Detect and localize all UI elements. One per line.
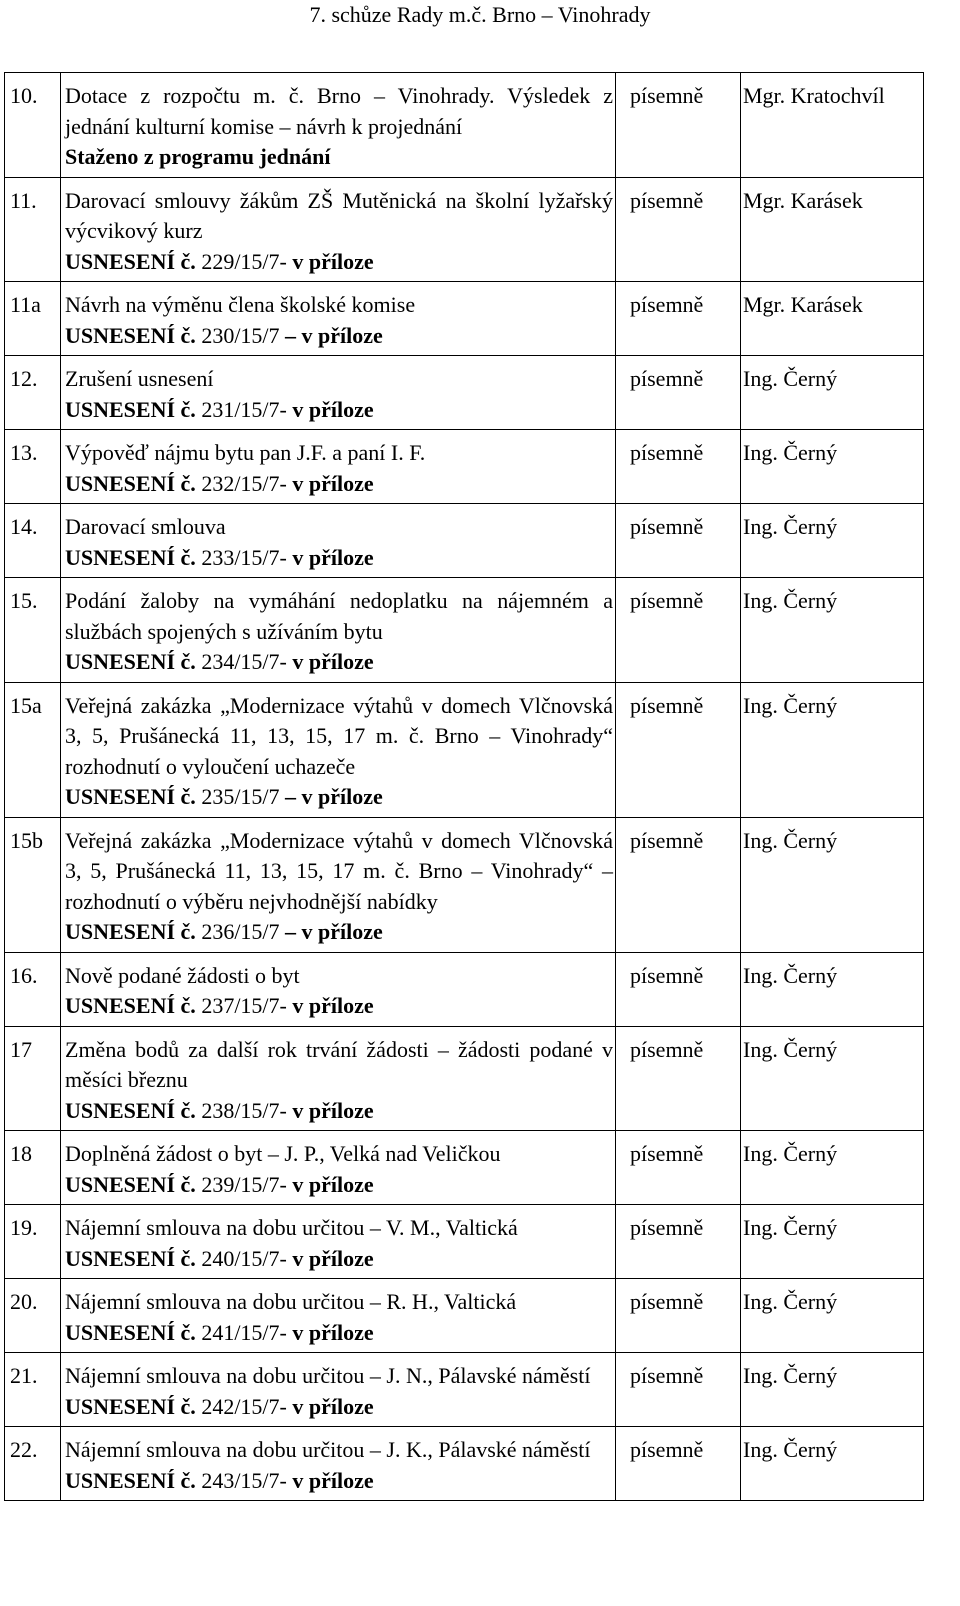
item-presenter [741, 1026, 924, 1131]
item-description: Darovací smlouva [65, 514, 226, 539]
resolution-code: 238/15/7- [195, 1097, 293, 1123]
agenda-page [4, 72, 924, 1501]
item-presenter-text: Ing. Černý [743, 827, 838, 853]
item-number [5, 1427, 61, 1501]
item-form-text: písemně [630, 292, 704, 317]
item-number [5, 817, 61, 952]
item-presenter-text: Ing. Černý [743, 1141, 838, 1166]
agenda-table-body [5, 73, 924, 1501]
item-presenter-text: Ing. Černý [743, 1363, 838, 1388]
agenda-row [5, 177, 924, 282]
item-number [5, 1205, 61, 1279]
item-description-cell [61, 1205, 616, 1279]
item-number-text: 10. [10, 83, 38, 108]
item-presenter-text: Ing. Černý [743, 1289, 838, 1314]
resolution-label: USNESENÍ č. [65, 784, 196, 809]
item-presenter [741, 1353, 924, 1427]
item-description-cell [61, 1026, 616, 1131]
item-presenter-text: Ing. Černý [743, 1036, 838, 1062]
resolution-label: USNESENÍ č. [65, 396, 196, 422]
item-presenter [741, 578, 924, 683]
item-description: Podání žaloby na vymáhání nedoplatku na nájemném a službách spojených s užíváním bytu [65, 588, 613, 644]
item-number-text: 11. [10, 187, 37, 213]
resolution [65, 917, 613, 948]
item-form-text: písemně [630, 366, 704, 391]
item-description: Nově podané žádosti o byt [65, 962, 300, 988]
item-description: Doplněná žádost o byt – J. P., Velká nad Veličkou [65, 1141, 501, 1166]
item-form [616, 1427, 741, 1501]
item-number-text: 20. [10, 1289, 38, 1314]
item-presenter-text: Mgr. Karásek [743, 292, 863, 317]
item-presenter-text: Ing. Černý [743, 514, 838, 539]
item-number-text: 13. [10, 440, 38, 465]
agenda-row [5, 682, 924, 817]
resolution-attachment: v příloze [292, 544, 374, 570]
item-presenter [741, 1131, 924, 1205]
item-presenter [741, 504, 924, 578]
item-description: Výpověď nájmu bytu pan J.F. a paní I. F. [65, 440, 426, 465]
item-presenter [741, 952, 924, 1026]
item-number [5, 682, 61, 817]
item-description-cell [61, 177, 616, 282]
item-form [616, 1353, 741, 1427]
item-number [5, 356, 61, 430]
agenda-row [5, 1279, 924, 1353]
resolution-code: 236/15/7 [195, 919, 286, 944]
item-presenter-text: Mgr. Karásek [743, 187, 863, 213]
resolution-label: USNESENÍ č. [65, 470, 196, 496]
item-form-text: písemně [630, 588, 704, 613]
resolution [65, 1392, 613, 1423]
agenda-row [5, 817, 924, 952]
item-presenter-text: Ing. Černý [743, 962, 838, 988]
item-number-text: 11a [10, 292, 41, 317]
item-description-cell [61, 504, 616, 578]
resolution-code: 232/15/7- [195, 470, 293, 496]
item-description: Darovací smlouvy žákům ZŠ Mutěnická na školní lyžařský výcvikový kurz [65, 187, 613, 243]
item-number [5, 282, 61, 356]
item-number [5, 1279, 61, 1353]
item-number-text: 18 [10, 1141, 32, 1166]
item-presenter-text: Ing. Černý [743, 1437, 838, 1462]
agenda-row [5, 504, 924, 578]
item-form [616, 73, 741, 178]
agenda-row [5, 952, 924, 1026]
resolution-attachment: v příloze [292, 1319, 374, 1345]
item-presenter-text: Ing. Černý [743, 692, 838, 718]
item-form [616, 1131, 741, 1205]
resolution-label: USNESENÍ č. [65, 248, 196, 274]
resolution-attachment: v příloze [292, 1467, 374, 1493]
resolution [65, 543, 613, 574]
resolution-attachment: v příloze [292, 248, 374, 274]
agenda-row [5, 1131, 924, 1205]
resolution-attachment: v příloze [292, 396, 374, 422]
item-description-cell [61, 1427, 616, 1501]
resolution [65, 1244, 613, 1275]
item-description: Veřejná zakázka „Modernizace výtahů v domech Vlčnovská 3, 5, Prušánecká 11, 13, 15, 17 m. č. Brno – Vinohrady“ rozhodnutí o vyloučení uchazeče [65, 692, 613, 779]
resolution-code: 239/15/7- [195, 1171, 293, 1197]
agenda-row [5, 1427, 924, 1501]
resolution-attachment: v příloze [292, 470, 374, 496]
resolution [65, 247, 613, 278]
item-number-text: 12. [10, 366, 38, 391]
resolution-code: 230/15/7 [195, 322, 286, 348]
item-number [5, 430, 61, 504]
item-description: Nájemní smlouva na dobu určitou – J. N., Pálavské náměstí [65, 1363, 591, 1388]
item-form [616, 1026, 741, 1131]
item-number-text: 16. [10, 962, 38, 988]
resolution-label: USNESENÍ č. [65, 1393, 196, 1419]
item-number [5, 578, 61, 683]
item-form [616, 1279, 741, 1353]
page-title: 7. schůze Rady m.č. Brno – Vinohrady [309, 2, 651, 27]
item-form-text: písemně [630, 1215, 704, 1240]
resolution-label: USNESENÍ č. [65, 1097, 196, 1123]
item-number [5, 504, 61, 578]
item-description-cell [61, 682, 616, 817]
resolution-code: 237/15/7- [195, 993, 293, 1018]
item-description: Nájemní smlouva na dobu určitou – R. H., Valtická [65, 1289, 517, 1314]
item-form [616, 504, 741, 578]
item-presenter-text: Ing. Černý [743, 366, 838, 391]
resolution-attachment: v příloze [292, 1393, 374, 1419]
item-number [5, 952, 61, 1026]
item-description-cell [61, 430, 616, 504]
item-form [616, 682, 741, 817]
resolution-label: USNESENÍ č. [65, 1467, 196, 1493]
agenda-row [5, 1205, 924, 1279]
item-description-cell [61, 952, 616, 1026]
resolution-label: USNESENÍ č. [65, 1319, 196, 1345]
item-presenter [741, 356, 924, 430]
item-note: Staženo z programu jednání [65, 144, 331, 169]
resolution [65, 321, 613, 352]
resolution-label: USNESENÍ č. [65, 919, 196, 944]
item-description: Nájemní smlouva na dobu určitou – J. K., Pálavské náměstí [65, 1437, 591, 1462]
item-description-cell [61, 282, 616, 356]
resolution-code: 242/15/7- [195, 1393, 293, 1419]
item-presenter [741, 1279, 924, 1353]
item-description-cell [61, 578, 616, 683]
item-form-text: písemně [630, 440, 704, 465]
resolution-code: 235/15/7 [195, 784, 286, 809]
item-form-text: písemně [630, 692, 704, 718]
resolution-code: 241/15/7- [195, 1319, 293, 1345]
item-description: Změna bodů za další rok trvání žádosti – žádosti podané v měsíci březnu [65, 1036, 613, 1092]
resolution-label: USNESENÍ č. [65, 1171, 196, 1197]
page-header [0, 0, 960, 36]
item-form [616, 1205, 741, 1279]
item-description-cell [61, 1279, 616, 1353]
item-description: Veřejná zakázka „Modernizace výtahů v domech Vlčnovská 3, 5, Prušánecká 11, 13, 15, 17 m. č. Brno – Vinohrady“ – rozhodnutí o výběru nejvhodnější nabídky [65, 827, 613, 914]
resolution-code: 231/15/7- [195, 396, 293, 422]
item-presenter [741, 1205, 924, 1279]
resolution-attachment: v příloze [292, 1097, 374, 1123]
item-description: Dotace z rozpočtu m. č. Brno – Vinohrady. Výsledek z jednání kulturní komise – návrh k projednání [65, 83, 613, 139]
resolution-label: USNESENÍ č. [65, 544, 196, 570]
resolution-label: USNESENÍ č. [65, 649, 196, 674]
item-presenter [741, 177, 924, 282]
item-number-text: 15a [10, 692, 42, 718]
item-presenter [741, 430, 924, 504]
item-form-text: písemně [630, 187, 704, 213]
item-number-text: 19. [10, 1215, 38, 1240]
resolution-attachment: v příloze [292, 993, 374, 1018]
resolution-label: USNESENÍ č. [65, 322, 196, 348]
resolution [65, 1096, 613, 1127]
item-presenter-text: Mgr. Kratochvíl [743, 83, 885, 108]
item-presenter [741, 682, 924, 817]
item-presenter [741, 282, 924, 356]
resolution-attachment: – v příloze [285, 322, 383, 348]
item-form-text: písemně [630, 962, 704, 988]
item-description: Nájemní smlouva na dobu určitou – V. M., Valtická [65, 1215, 518, 1240]
resolution-label: USNESENÍ č. [65, 993, 196, 1018]
item-form-text: písemně [630, 1141, 704, 1166]
item-form [616, 578, 741, 683]
item-number-text: 15b [10, 827, 43, 853]
item-presenter [741, 1427, 924, 1501]
item-number-text: 21. [10, 1363, 38, 1388]
item-number-text: 14. [10, 514, 38, 539]
agenda-row [5, 1026, 924, 1131]
item-form [616, 952, 741, 1026]
agenda-row [5, 356, 924, 430]
item-number [5, 1131, 61, 1205]
item-form [616, 430, 741, 504]
resolution-attachment: v příloze [292, 1171, 374, 1197]
item-form [616, 817, 741, 952]
item-description-cell [61, 356, 616, 430]
item-form-text: písemně [630, 1289, 704, 1314]
resolution [65, 1318, 613, 1349]
item-form [616, 282, 741, 356]
item-number-text: 15. [10, 588, 38, 613]
resolution [65, 1466, 613, 1497]
item-description-cell [61, 1131, 616, 1205]
item-form-text: písemně [630, 1437, 704, 1462]
resolution-code: 243/15/7- [195, 1467, 293, 1493]
item-form-text: písemně [630, 1363, 704, 1388]
item-description-cell [61, 1353, 616, 1427]
resolution-code: 234/15/7- [195, 649, 293, 674]
item-form [616, 177, 741, 282]
resolution [65, 469, 613, 500]
item-number [5, 177, 61, 282]
resolution [65, 395, 613, 426]
item-form-text: písemně [630, 83, 704, 108]
resolution [65, 782, 613, 813]
item-description-cell [61, 817, 616, 952]
agenda-row [5, 73, 924, 178]
item-number [5, 1026, 61, 1131]
item-number [5, 73, 61, 178]
resolution-code: 240/15/7- [195, 1245, 293, 1271]
resolution-label: USNESENÍ č. [65, 1245, 196, 1271]
item-form-text: písemně [630, 827, 704, 853]
agenda-row [5, 578, 924, 683]
item-presenter-text: Ing. Černý [743, 440, 838, 465]
resolution [65, 991, 613, 1022]
item-description: Zrušení usnesení [65, 366, 214, 391]
agenda-table [4, 72, 924, 1501]
item-presenter [741, 817, 924, 952]
resolution-attachment: – v příloze [285, 919, 383, 944]
item-presenter [741, 73, 924, 178]
resolution-code: 229/15/7- [195, 248, 293, 274]
item-presenter-text: Ing. Černý [743, 588, 838, 613]
item-number [5, 1353, 61, 1427]
item-number-text: 22. [10, 1437, 38, 1462]
resolution-attachment: v příloze [292, 1245, 374, 1271]
resolution-attachment: v příloze [292, 649, 374, 674]
item-form-text: písemně [630, 1036, 704, 1062]
resolution-code: 233/15/7- [195, 544, 293, 570]
agenda-row [5, 430, 924, 504]
item-presenter-text: Ing. Černý [743, 1215, 838, 1240]
item-form [616, 356, 741, 430]
resolution-attachment: – v příloze [285, 784, 383, 809]
item-description-cell [61, 73, 616, 178]
item-number-text: 17 [10, 1036, 32, 1062]
resolution [65, 647, 613, 678]
item-description: Návrh na výměnu člena školské komise [65, 292, 416, 317]
item-form-text: písemně [630, 514, 704, 539]
resolution [65, 1170, 613, 1201]
agenda-row [5, 282, 924, 356]
agenda-row [5, 1353, 924, 1427]
